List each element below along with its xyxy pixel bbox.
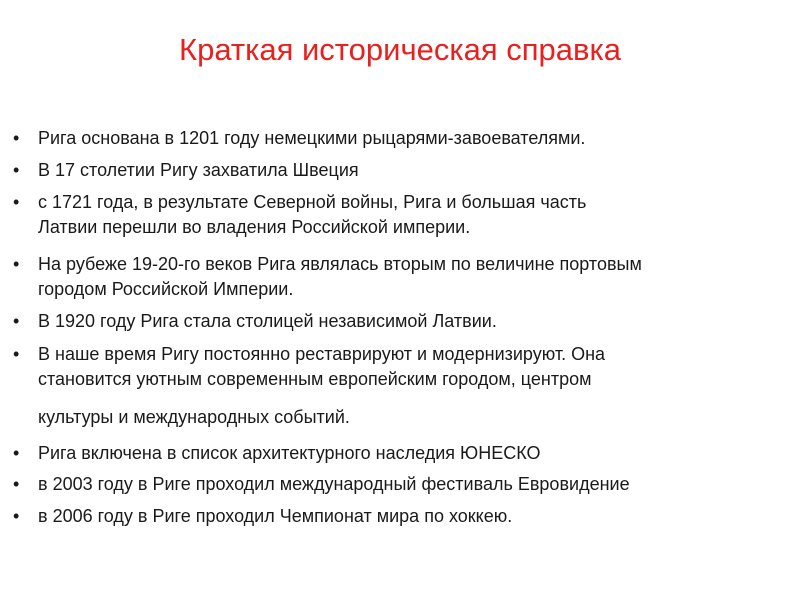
bullet-list [38, 126, 788, 529]
list-item-line: • в 2006 году в Риге проходил Чемпионат мира по хоккею. [38, 506, 513, 526]
list-item-line: становится уютным современным европейским городом, центром [38, 369, 592, 389]
list-item [38, 309, 788, 334]
list-item-line: • В наше время Ригу постоянно реставрируют и модернизируют. Она [38, 344, 606, 364]
list-item-line: • В 1920 году Рига стала столицей независимой Латвии. [38, 311, 497, 331]
list-item [38, 441, 788, 466]
list-item [38, 504, 788, 529]
list-item [38, 190, 788, 240]
slide-title: Краткая историческая справка [179, 32, 621, 67]
list-item [38, 252, 788, 302]
list-item-line: • в 2003 году в Риге проходил международный фестиваль Евровидение [38, 474, 630, 494]
list-item-line: • В 17 столетии Ригу захватила Швеция [38, 160, 359, 180]
list-item-line: культуры и международных событий. [38, 407, 350, 427]
list-item-line: • Рига включена в список архитектурного наследия ЮНЕСКО [38, 443, 541, 463]
list-item-line: • с 1721 года, в результате Северной войны, Рига и большая часть [38, 192, 587, 212]
list-item-line: • На рубеже 19-20-го веков Рига являлась вторым по величине портовым [38, 254, 642, 274]
list-item-line: городом Российской Империи. [38, 279, 294, 299]
list-item [38, 158, 788, 183]
list-item [38, 126, 788, 151]
list-item [38, 342, 788, 430]
list-item [38, 472, 788, 497]
list-item-line: Латвии перешли во владения Российской империи. [38, 217, 471, 237]
list-item-line: • Рига основана в 1201 году немецкими рыцарями-завоевателями. [38, 128, 586, 148]
